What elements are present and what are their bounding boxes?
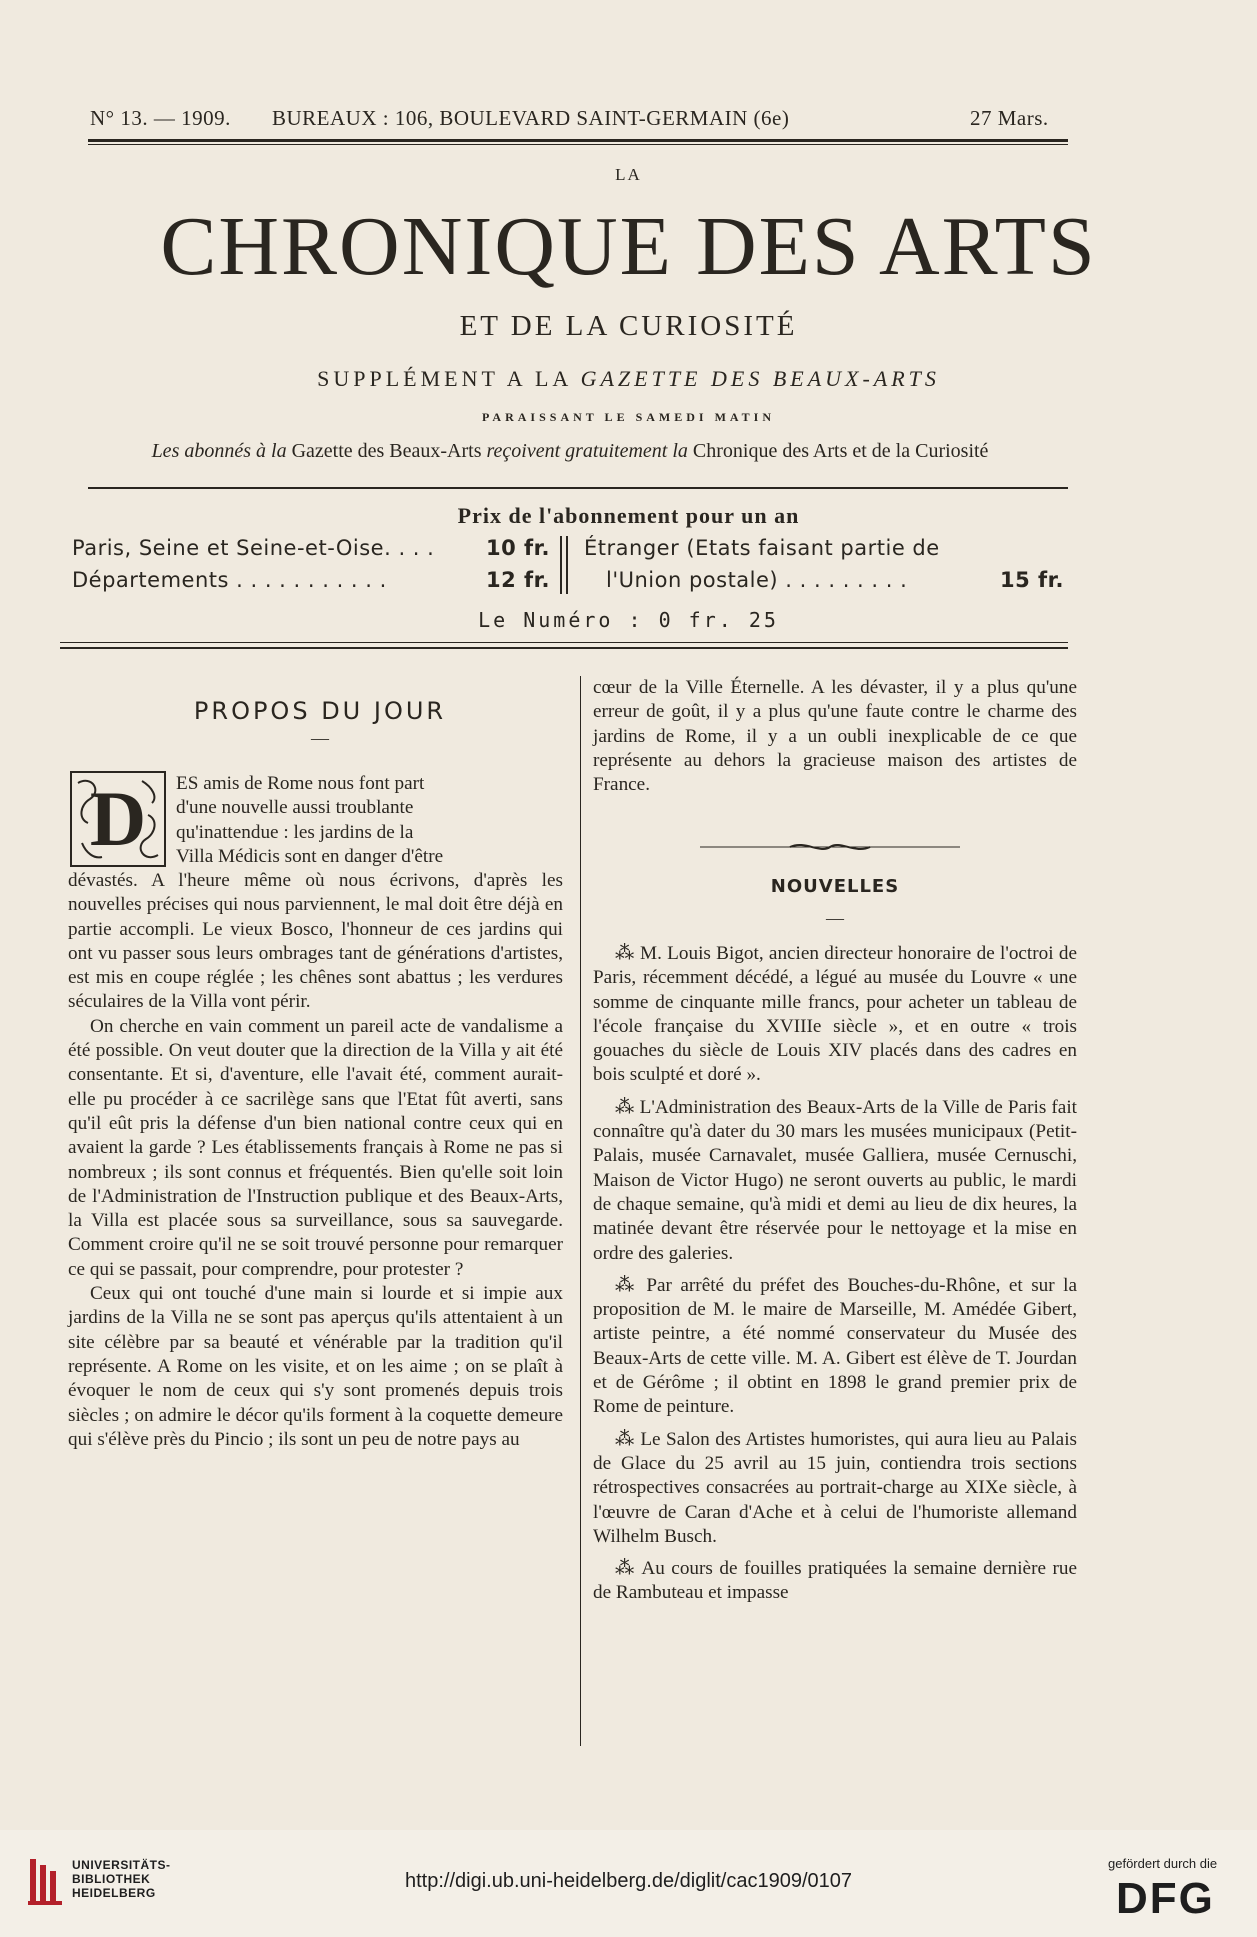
masthead-rule-thin (88, 144, 1068, 145)
library-name-line1: UNIVERSITÄTS- (72, 1858, 171, 1872)
etranger-line1: Étranger (Etats faisant partie de (584, 536, 940, 560)
paris-label: Paris, Seine et Seine-et-Oise. . . . (72, 536, 435, 560)
news-item: ⁂ L'Administration des Beaux-Arts de la Ville de Paris fait connaître qu'à dater du 30 mars les musées municipaux (Petit-Palais, musée Carnavalet, musée Galliera, musée Cernuschi, Maison de Victor Hugo) ne seront ouverts au public, le mardi de chaque semaine, qu'à midi et demi au lieu de dix heures, la matinée devant être réservée pour le nettoyage et la mise en ordre des galeries. (593, 1096, 1077, 1264)
dropcap-letter: D (89, 775, 147, 862)
etranger-price: 15 fr. (1000, 568, 1065, 592)
subscription-divider (560, 536, 562, 594)
library-name-line3: HEIDELBERG (72, 1886, 156, 1900)
nouvelles-dash: — (826, 908, 844, 928)
permalink-url[interactable]: http://digi.ub.uni-heidelberg.de/diglit/cac1909/0107 (405, 1870, 852, 1892)
intro-lines (176, 772, 563, 869)
nouvelles-heading: NOUVELLES (770, 876, 900, 897)
intro-line-3: qu'inattendue : les jardins de la (176, 821, 414, 843)
subscribers-note-part3: reçoivent gratuitement la (486, 440, 688, 462)
subscription-heading: Prix de l'abonnement pour un an (457, 503, 800, 528)
propos-dash: — (311, 728, 329, 748)
funded-by-label: gefördert durch die (1108, 1856, 1218, 1871)
header-bottom-rule-2 (60, 647, 1068, 649)
subscribers-note-part2: Gazette des Beaux-Arts (286, 440, 487, 462)
etranger-line2: l'Union postale) . . . . . . . . . (606, 568, 908, 592)
departements-price: 12 fr. (486, 568, 551, 592)
supplement-prefix: SUPPLÉMENT A LA (317, 366, 581, 391)
intro-line-4: Villa Médicis sont en danger d'être (176, 845, 444, 867)
propos-heading: PROPOS DU JOUR (193, 697, 447, 725)
single-issue-price: Le Numéro : 0 fr. 25 (478, 608, 779, 632)
gazette-name: GAZETTE DES BEAUX-ARTS (580, 366, 940, 391)
subscribers-note-part4: Chronique des Arts et de la Curiosité (687, 440, 989, 462)
paragraph-1: dévastés. A l'heure même où nous écrivons, d'après les nouvelles précises qui nous parviennent, le mal doit être déjà en partie accompli. Le vieux Bosco, l'honneur de ces jardins qui ont vu passer sous leurs ombrages tant de générations d'artistes, est mis en coupe réglée ; les chênes sont abattus ; les verdures séculaires de la Villa vont périr. (68, 870, 563, 1013)
nouvelles-list (593, 942, 1077, 1606)
publication-subtitle: ET DE LA CURIOSITÉ (459, 310, 798, 342)
library-name-line2: BIBLIOTHEK (72, 1872, 151, 1886)
subscribers-note (70, 440, 1070, 463)
subscribers-note-part1: Les abonnés à la (151, 440, 287, 462)
left-column-body (68, 869, 563, 1452)
parution-line: PARAISSANT LE SAMEDI MATIN (481, 410, 776, 424)
issue-date: 27 Mars. (970, 106, 1049, 130)
column-divider (580, 676, 581, 1746)
continuation-paragraph: cœur de la Ville Éternelle. A les dévaster, il y a plus qu'une erreur de goût, il y a plus qu'une faute contre le charme des jardins de Rome, il y a un oubli inexplicable de ce que représente au dehors la gracieuse maison des artistes de France. (593, 677, 1077, 796)
header-bottom-rule (60, 642, 1068, 643)
dropcap-ornament (70, 771, 166, 867)
publication-title: CHRONIQUE DES ARTS (160, 200, 1097, 293)
paris-price: 10 fr. (486, 536, 551, 560)
news-item: ⁂ M. Louis Bigot, ancien directeur honoraire de l'octroi de Paris, récemment décédé, a légué au musée du Louvre « une somme de cinquante mille francs, pour acheter un tableau de l'école française du XVIIIe siècle », et en outre « trois gouaches du siècle de Louis XIV placés dans des cadres en bois sculpté et doré ». (593, 943, 1077, 1086)
paragraph-2: On cherche en vain comment un pareil acte de vandalisme a été possible. On veut douter que la direction de la Villa y ait été consentante. Et si, d'aventure, elle l'avait été, comment aurait-elle pu procéder à ce sacrilège sans que l'Etat fût averti, sans qu'il eût pris la défense d'un bien national contre ceux qui en avaient la garde ? Les établissements français à Rome ne pas si nombreux ; ils sont connus et fréquentés. Bien qu'elle soit loin de l'Administration de l'Instruction publique et des Beaux-Arts, la Villa est placée sous sa surveillance, sous sa sauvegarde. Comment croire qu'il ne se soit trouvé personne pour remarquer ce qui se passait, pour comprendre, pour protester ? (68, 1015, 563, 1280)
ornament-divider-icon (700, 840, 960, 854)
subscription-divider-2 (566, 536, 568, 594)
bureaux-address: BUREAUX : 106, BOULEVARD SAINT-GERMAIN (6e) (272, 106, 790, 130)
intro-line-2: d'une nouvelle aussi troublante (176, 797, 414, 819)
news-item: ⁂ Par arrêté du préfet des Bouches-du-Rhône, et sur la proposition de M. le maire de Marseille, M. Amédée Gibert, artiste peintre, a été nommé conservateur du Musée des Beaux-Arts de cette ville. M. A. Gibert est élève de T. Jourdan et de Gérôme ; il obtint en 1898 le grand premier prix de Rome de peinture. (593, 1274, 1077, 1418)
title-article: LA (615, 165, 642, 184)
paragraph-3: Ceux qui ont touché d'une main si lourde et si impie aux jardins de la Villa ne se sont pas aperçus qu'ils attentaient à un site célèbre par sa beauté et vénérable par la tradition qu'il représente. A Rome on les visite, et on les aime ; on se plaît à évoquer le nom de ceux qui s'y sont promenés depuis trois siècles ; on admire le décor qu'ils forment à la coquette demeure qui s'élève près du Pincio ; ils sont un peu de notre pays au (68, 1283, 563, 1450)
dfg-logo: DFG (1116, 1874, 1215, 1923)
issue-number: N° 13. — 1909. (90, 106, 231, 130)
news-item: ⁂ Le Salon des Artistes humoristes, qui aura lieu au Palais de Glace du 25 avril au 15 juin, contiendra trois sections rétrospectives consacrées au portrait-charge au XIXe siècle, à l'œuvre de Caran d'Ache et à celui de l'humoriste allemand Wilhelm Busch. (593, 1428, 1077, 1547)
news-item: ⁂ Au cours de fouilles pratiquées la semaine dernière rue de Rambuteau et impasse (593, 1558, 1077, 1604)
right-column-continuation (593, 676, 1077, 797)
masthead-rule (88, 139, 1068, 142)
supplement-line (0, 366, 1257, 392)
departements-label: Départements . . . . . . . . . . . (72, 568, 387, 592)
intro-line-1: ES amis de Rome nous font part (176, 773, 425, 794)
subscription-top-rule (88, 487, 1068, 489)
